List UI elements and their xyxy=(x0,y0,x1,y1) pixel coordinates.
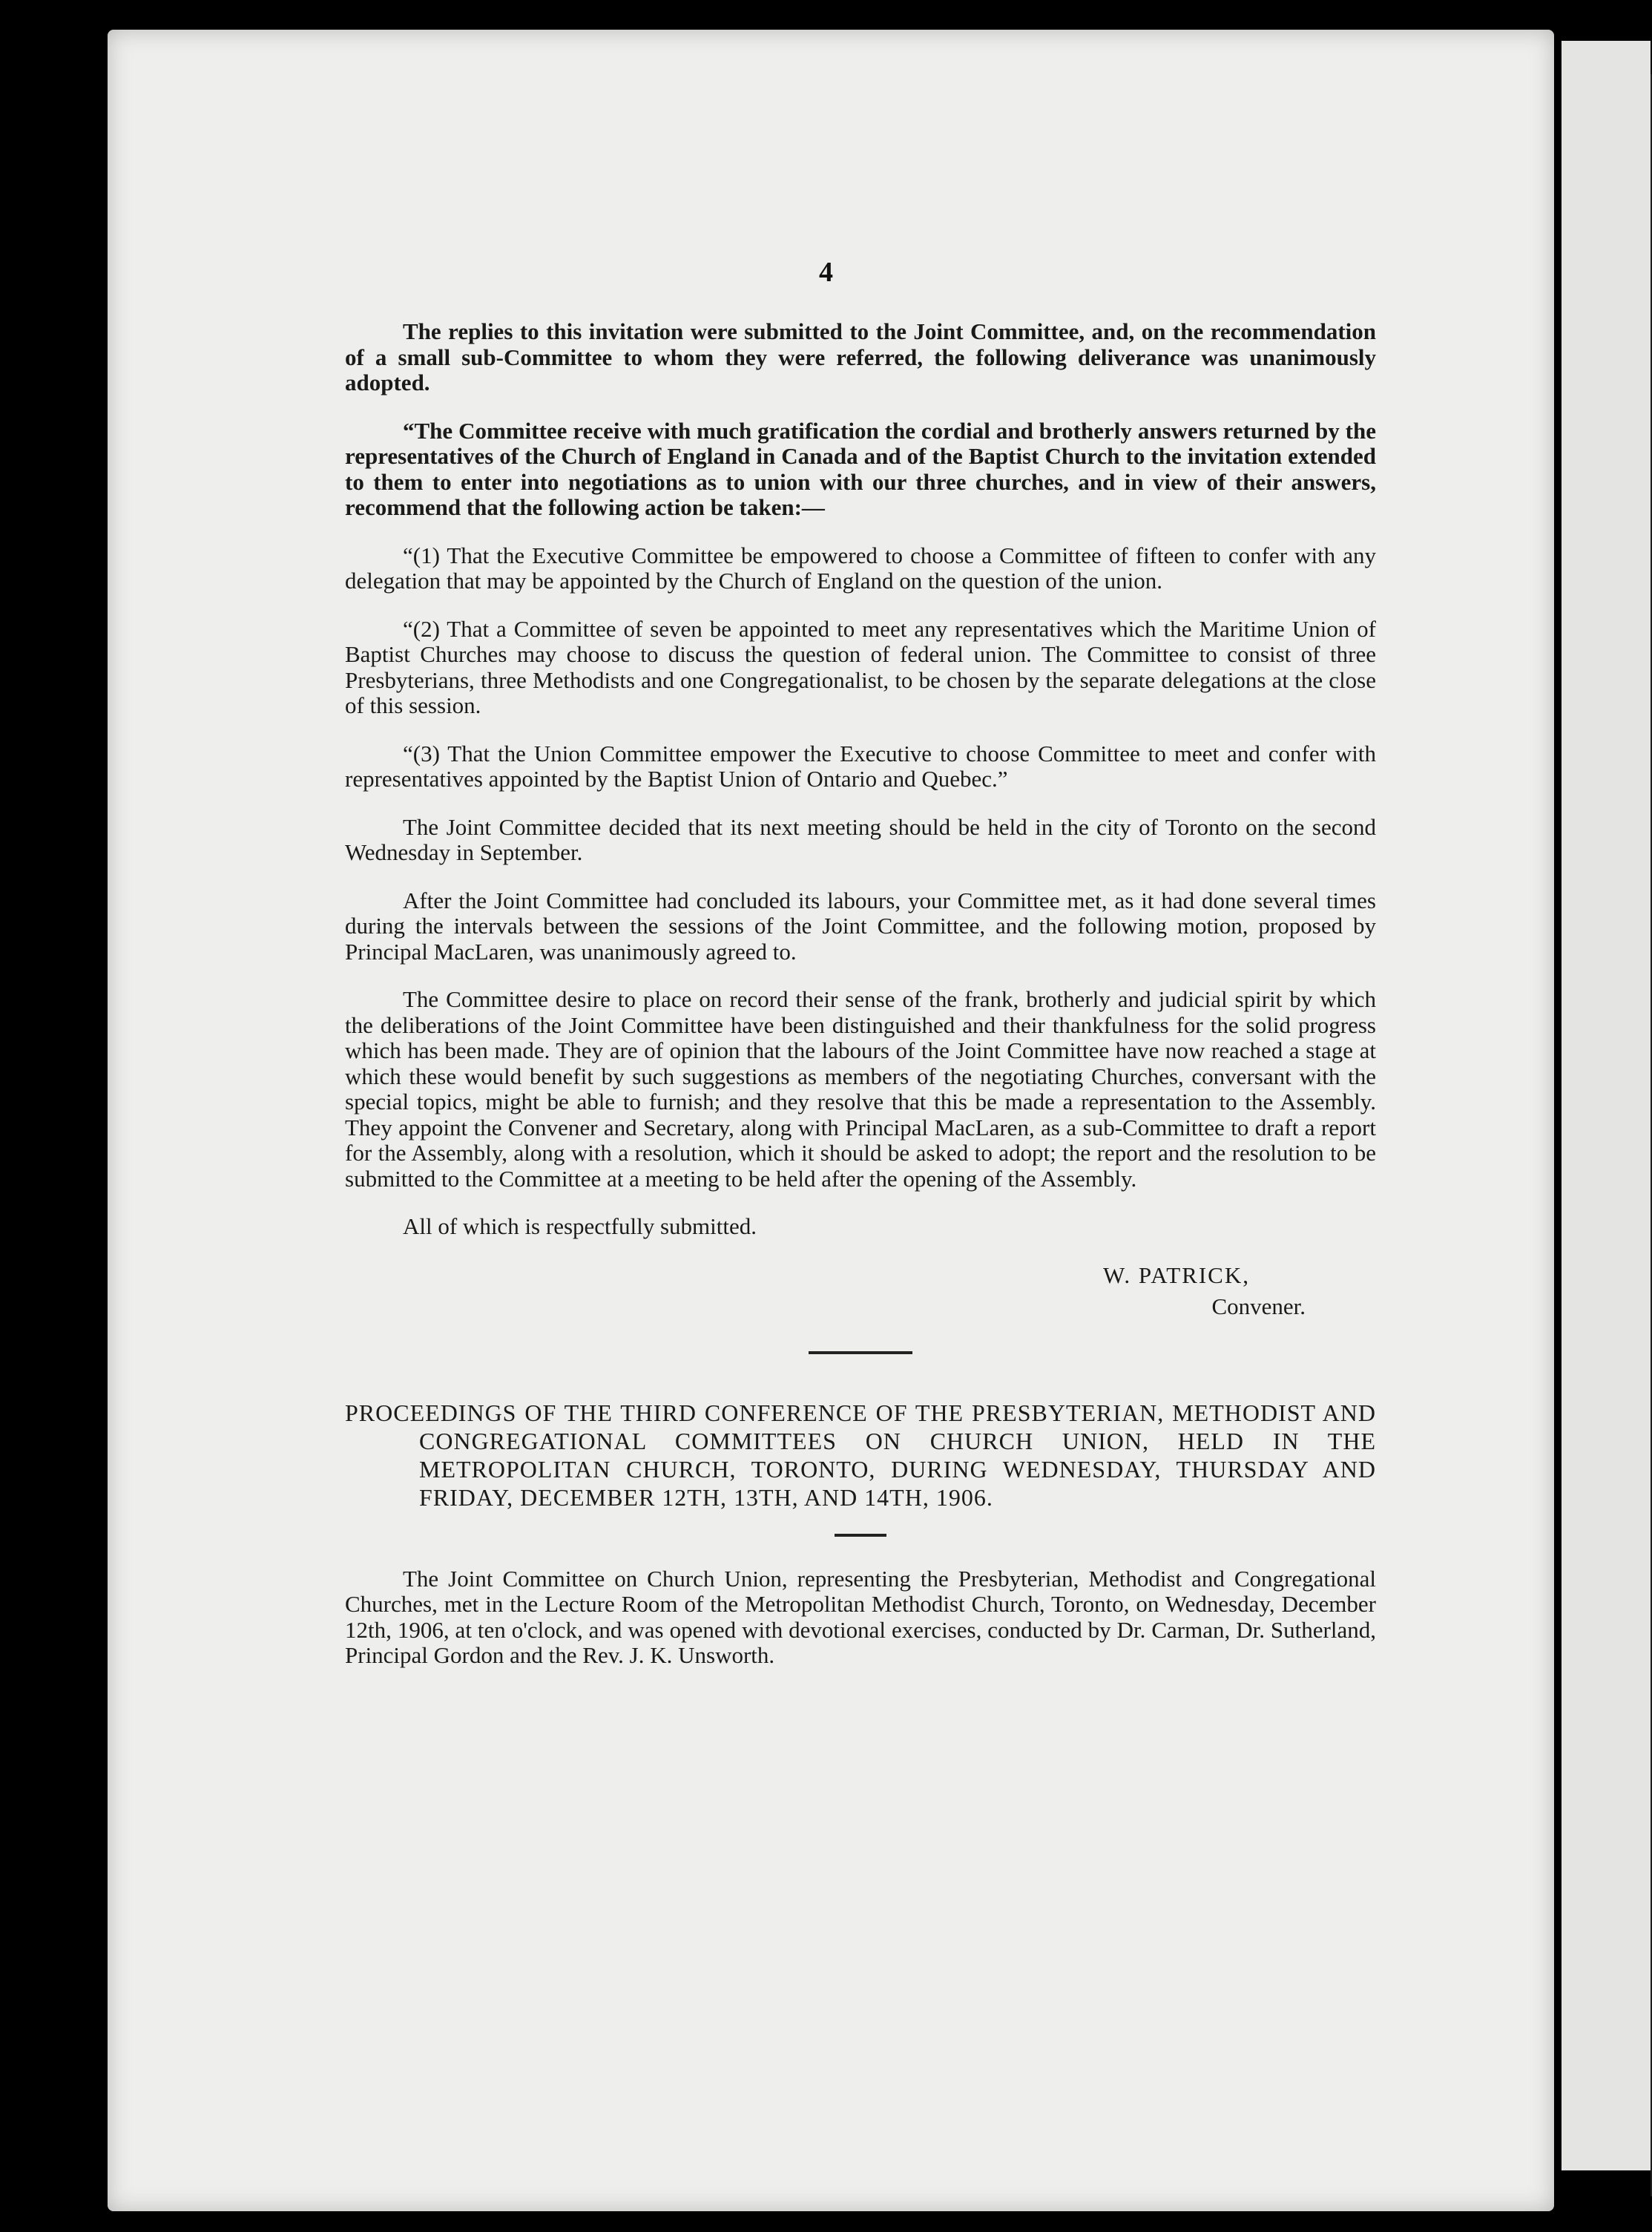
signatory-title: Convener. xyxy=(1211,1293,1306,1319)
proceedings-body: The Joint Committee on Church Union, representing the Presbyterian, Methodist and Congregational Churches, met in the Lecture Room of the Metropolitan Methodist Church, Toronto, on Wednesday, December 12th, 1906, at ten o'clock, and was opened with devotional exercises, conducted by Dr. Carman, Dr. Sutherland, Principal Gordon and the Rev. J. K. Unsworth. xyxy=(345,1565,1376,1668)
adjacent-page-edge xyxy=(1561,41,1651,2170)
paragraph-deliverance: “The Committee receive with much gratification the cordial and brotherly answers returned by the representatives of the Church of England in Canada and of the Baptist Church to the invitation extended to them to enter into negotiations as to union with our three churches, and in view of their answers, recommend that the following action be taken:— xyxy=(345,417,1376,520)
paragraph-motion: After the Joint Committee had concluded its labours, your Committee met, as it had done several times during the intervals between the sessions of the Joint Committee, and the following motion, proposed by Principal MacLaren, was unanimously agreed to. xyxy=(345,887,1376,965)
signatory-name: W. PATRICK, xyxy=(1102,1261,1250,1288)
page-number: 4 xyxy=(819,257,833,288)
paragraph-resolution-3: “(3) That the Union Committee empower the Executive to choose Committee to meet and confer with representatives appointed by the Baptist Union of Ontario and Quebec.” xyxy=(345,740,1376,792)
paragraph-replies: The replies to this invitation were submitted to the Joint Committee, and, on the recommendation of a small sub-Committee to whom they were referred, the following deliverance was unanimously adopted. xyxy=(345,318,1376,395)
paragraph-next-meeting: The Joint Committee decided that its next meeting should be held in the city of Toronto on the second Wednesday in September. xyxy=(345,813,1376,865)
section-divider xyxy=(809,1351,912,1354)
heading-divider xyxy=(835,1534,886,1537)
paragraph-submitted: All of which is respectfully submitted. xyxy=(403,1213,757,1239)
paragraph-committee-record: The Committee desire to place on record their sense of the frank, brotherly and judicial spirit by which the deliberations of the Joint Committee have been distinguished and their thankfulness for the solid progress which has been made. They are of opinion that the labours of the Joint Committee have now reached a stage at which these would benefit by such suggestions as members of the negotiating Churches, conversant with the special topics, might be able to furnish; and they resolve that this be made a representation to the Assembly. They appoint the Convener and Secretary, along with Principal MacLaren, as a sub-Committee to draft a report for the Assembly, along with a resolution, which it should be asked to adopt; the report and the resolution to be submitted to the Committee at a meeting to be held after the opening of the Assembly. xyxy=(345,986,1376,1192)
signature-block xyxy=(345,1262,1376,1329)
paragraph-resolution-1: “(1) That the Executive Committee be empowered to choose a Committee of fifteen to confer with any delegation that may be appointed by the Church of England on the question of the union. xyxy=(345,542,1376,594)
paragraph-resolution-2: “(2) That a Committee of seven be appointed to meet any representatives which the Maritime Union of Baptist Churches may choose to discuss the question of federal union. The Committee to consist of three Presbyterians, three Methodists and one Congregationalist, to be chosen by the separate delegations at the close of this session. xyxy=(345,615,1376,718)
page-content xyxy=(345,319,1376,1691)
proceedings-heading: PROCEEDINGS OF THE THIRD CONFERENCE OF THE PRESBYTERIAN, METHODIST AND CONGREGATIONAL COMMITTEES ON CHURCH UNION, HELD IN THE METROPOLITAN CHURCH, TORONTO, DURING WEDNESDAY, THURSDAY AND FRIDAY, DECEMBER 12TH, 13TH, AND 14TH, 1906. xyxy=(345,1399,1376,1511)
